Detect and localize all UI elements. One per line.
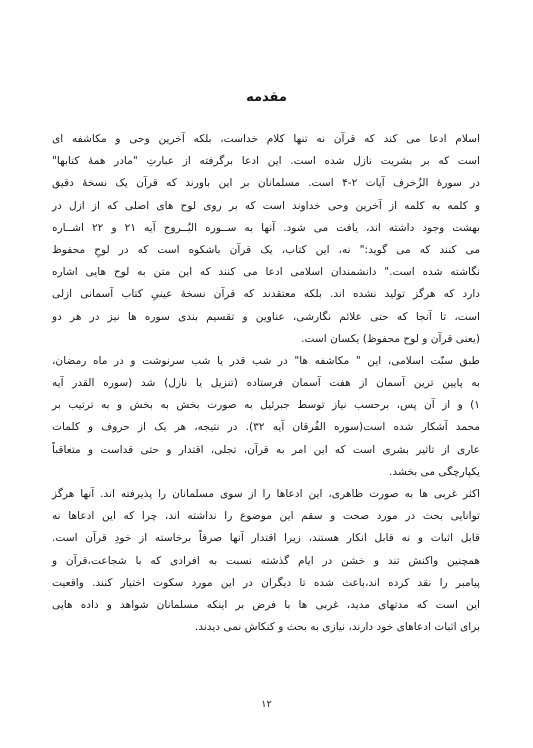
text-line: اکثر غربی ها به صورت ظاهری، این ادعاها را از سوی مسلمانان را پذیرفته اند. آنها هرگز xyxy=(52,488,480,500)
text-line: همچنین واکنش تند و خشن در ایام گذشته نسبت به افرادی که با شجاعت،قرآن و xyxy=(52,554,480,567)
text-line: اسلام ادعا می کند که قرآن نه تنها کلام خداست، بلکه آخرین وحی و مکاشفه ای xyxy=(52,133,480,145)
text-line: و کلمه به کلمه از آخرین وحی خداوند است که بر روی لوح های اصلی که از ازل در xyxy=(52,199,480,212)
text-line: یکپارچگی می بخشد. xyxy=(389,465,480,478)
text-line: توانایی بحث در مورد صحت و سقم این موضوع را نداشته اند، چرا که این ادعاها نه xyxy=(52,510,480,523)
text-line: است، تا آنجا که حتی علائم نگارشی، عناوین و تقسیم بندی سوره ها نیز در هر دو xyxy=(52,310,480,323)
paragraph xyxy=(52,128,480,350)
body-text xyxy=(52,128,480,638)
text-line: قابل اثبات و نه قابل انکار هستند، زیرا اقتدار آنها صرفاً برخاسته از خودِ قرآن است. xyxy=(52,532,480,545)
text-line: نگاشته شده است." دانشمندان اسلامی ادعا می کنند که این متن به لوح هایی اشاره xyxy=(52,266,480,279)
page-number: ۱۲ xyxy=(261,699,272,710)
text-line: بهشت وجود داشته اند، یافت می شود. آنها به ســوره البُــروج آیه ۲۱ و ۲۲ اشــاره xyxy=(52,221,480,234)
text-line: این است که مدتهای مدید، غربی ها با فرض بر اینکه مسلمانان شواهد و داده هایی xyxy=(52,598,480,611)
text-line: عاری از تاثیر بشری است که این امر به قرآن، تجلی، اقتدار و حتی قداست و متعاقباً xyxy=(52,443,480,456)
text-line: در سورهٔ الزُخرف آیات ۲-۴ است. مسلمانان بر این باورند که قرآن یک نسخهٔ دقیق xyxy=(52,177,480,190)
paragraph xyxy=(52,483,480,638)
text-line: به پایین ترین آسمان از هفت آسمان فرستاده (تنزیل یا نازل) شد (سوره القدر آیه xyxy=(52,377,480,390)
text-line: ۱) و از آن پس، برحسب نیاز توسط جبرئیل به صورت بخش به بخش و به ترتیب بر xyxy=(52,399,480,412)
text-line: است که بر بشریت نازل شده است. این ادعا برگرفته از عبارتِ "مادر همهٔ کتابها" xyxy=(52,155,480,168)
text-line: می کنند که می گوید:" نه، این کتاب، یک قرآن باشکوه است که در لوحِ محفوظ xyxy=(52,243,480,256)
text-line: پیامبر را نقد کرده اند،باعث شده تا دیگران در این مورد سکوت اختیار کنند. واقعیت xyxy=(52,576,480,589)
text-line: برای اثبات ادعاهای خود دارند، نیازی به بحث و کنکاش نمی دیدند. xyxy=(194,621,480,634)
text-line: محمد آشکار شده است(سوره الفُرقان آیه ۳۲). در نتیجه، هر یک از حروف و کلمات xyxy=(52,421,480,434)
paragraph xyxy=(52,350,480,483)
page-title: مقدمه xyxy=(246,90,287,105)
text-line: (یعنی قرآن و لوح محفوظ) یکسان است. xyxy=(301,332,480,345)
text-line: طبق سنّت اسلامی، این " مکاشفه ها" در شب قدر یا شب سرنوشت و در ماه رمضان، xyxy=(52,354,480,367)
text-line: دارد که هرگز تولید نشده اند. بلکه معتقدند که قرآن نسخهٔ عینیِ کتاب آسمانی ازلی xyxy=(52,288,480,301)
